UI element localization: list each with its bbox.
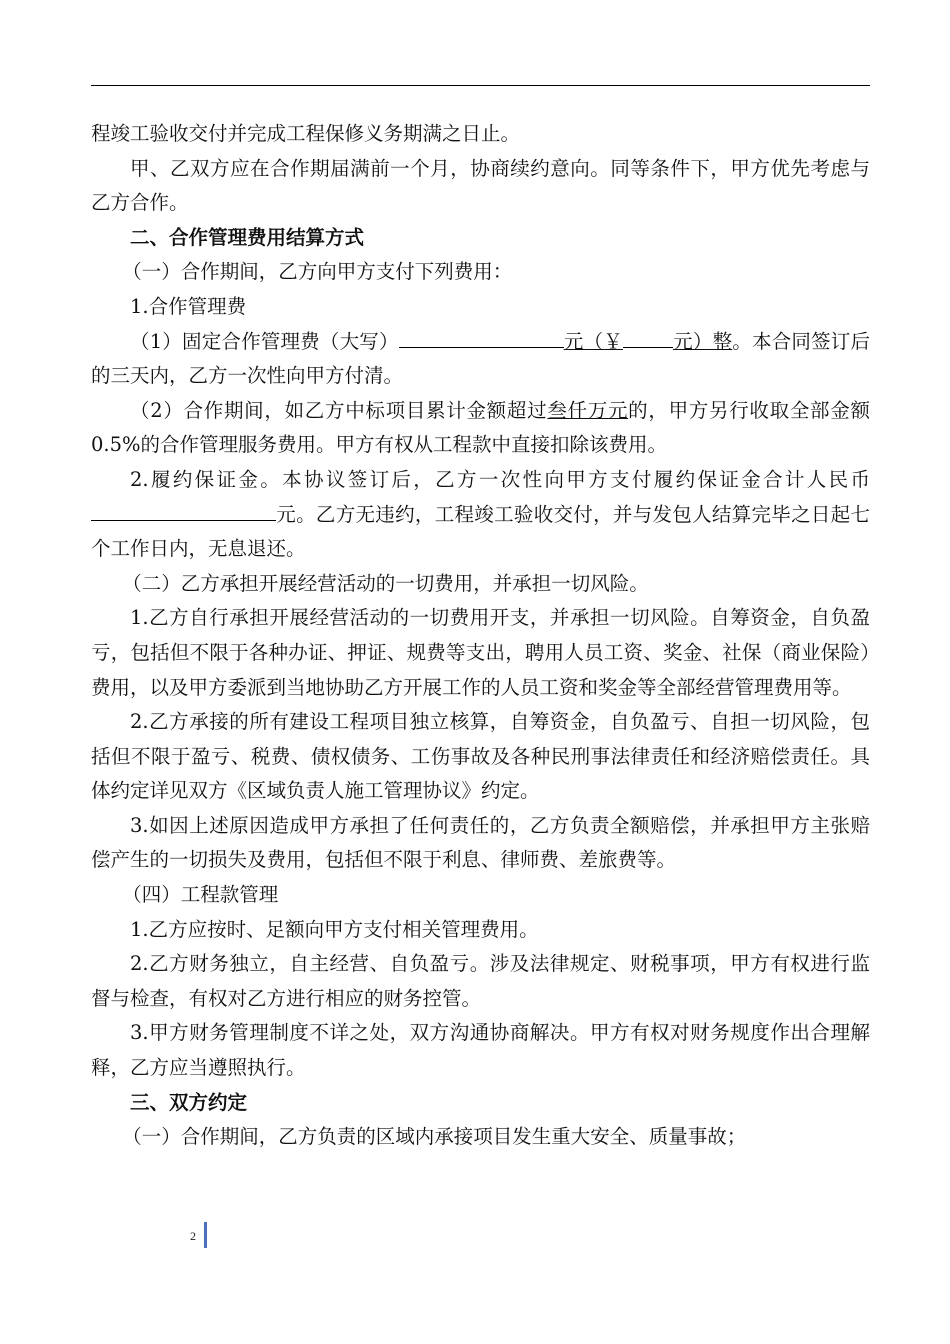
paragraph: 1.乙方自行承担开展经营活动的一切费用开支，并承担一切风险。自筹资金，自负盈亏，包括但不限于各种办证、押证、规费等支出，聘用人员工资、奖金、社保（商业保险）费用，以及甲方委派到当地协助乙方开展工作的人员工资和奖金等全部经营管理费用等。 <box>91 606 870 699</box>
text-segment: 元。乙方无违约，工程竣工验收交付，并与发包人结算完毕之日起七个工作日内，无息退还。 <box>91 502 870 561</box>
blank-amount-words <box>399 326 564 347</box>
text-segment: （2）合作期间，如乙方中标项目累计金额超过 <box>130 398 548 422</box>
page-number-accent-bar <box>204 1222 207 1248</box>
paragraph: 甲、乙双方应在合作期届满前一个月，协商续约意向。同等条件下，甲方优先考虑与乙方合作。 <box>91 156 870 215</box>
paragraph: 1.乙方应按时、足额向甲方支付相关管理费用。 <box>130 917 539 941</box>
paragraph: 2.乙方财务独立，自主经营、自负盈亏。涉及法律规定、财税事项，甲方有权进行监督与检查，有权对乙方进行相应的财务控管。 <box>91 952 870 1010</box>
paragraph: 3.甲方财务管理制度不详之处，双方沟通协商解决。甲方有权对财务规度作出合理解释，乙方应当遵照执行。 <box>91 1021 870 1080</box>
text-segment: 元）整 <box>672 329 733 353</box>
text-segment: 元（￥ <box>563 329 623 353</box>
blank-amount-number <box>623 326 673 347</box>
page-number: 2 <box>190 1229 196 1243</box>
document-body <box>91 117 870 1155</box>
paragraph-fixed-fee <box>91 325 870 394</box>
paragraph-service-fee <box>91 394 870 463</box>
paragraph-deposit <box>91 463 870 567</box>
section-heading: 二、合作管理费用结算方式 <box>130 225 365 249</box>
paragraph: 2.乙方承接的所有建设工程项目独立核算，自筹资金，自负盈亏、自担一切风险，包括但不限于盈亏、税费、债权债务、工伤事故及各种民刑事法律责任和经济赔偿责任。具体约定详见双方《区域负责人施工管理协议》约定。 <box>91 710 870 803</box>
threshold-amount: 叁仟万元 <box>547 398 629 422</box>
text-segment: 2.履约保证金。本协议签订后，乙方一次性向甲方支付履约保证金合计人民币 <box>130 467 870 491</box>
paragraph: 3.如因上述原因造成甲方承担了任何责任的，乙方负责全额赔偿，并承担甲方主张赔偿产生的一切损失及费用，包括但不限于利息、律师费、差旅费等。 <box>91 813 870 872</box>
text-segment: （1）固定合作管理费（大写） <box>130 329 399 353</box>
text-segment: 。本合同签订后的三天内，乙方一次性向甲方付清。 <box>91 329 870 388</box>
paragraph: 程竣工验收交付并完成工程保修义务期满之日止。 <box>91 122 521 145</box>
text-segment: 的，甲方另行收取全部金额0.5%的合作管理服务费用。甲方有权从工程款中直接扣除该费用。 <box>91 398 870 457</box>
paragraph: 1.合作管理费 <box>130 294 247 318</box>
paragraph: （一）合作期间，乙方负责的区域内承接项目发生重大安全、质量事故； <box>122 1125 747 1149</box>
blank-deposit-amount <box>91 499 276 520</box>
section-heading: 三、双方约定 <box>130 1090 248 1114</box>
header-rule <box>91 85 870 86</box>
paragraph: （四）工程款管理 <box>122 883 279 907</box>
paragraph: （二）乙方承担开展经营活动的一切费用，并承担一切风险。 <box>122 571 649 595</box>
paragraph: （一）合作期间，乙方向甲方支付下列费用： <box>122 260 513 284</box>
